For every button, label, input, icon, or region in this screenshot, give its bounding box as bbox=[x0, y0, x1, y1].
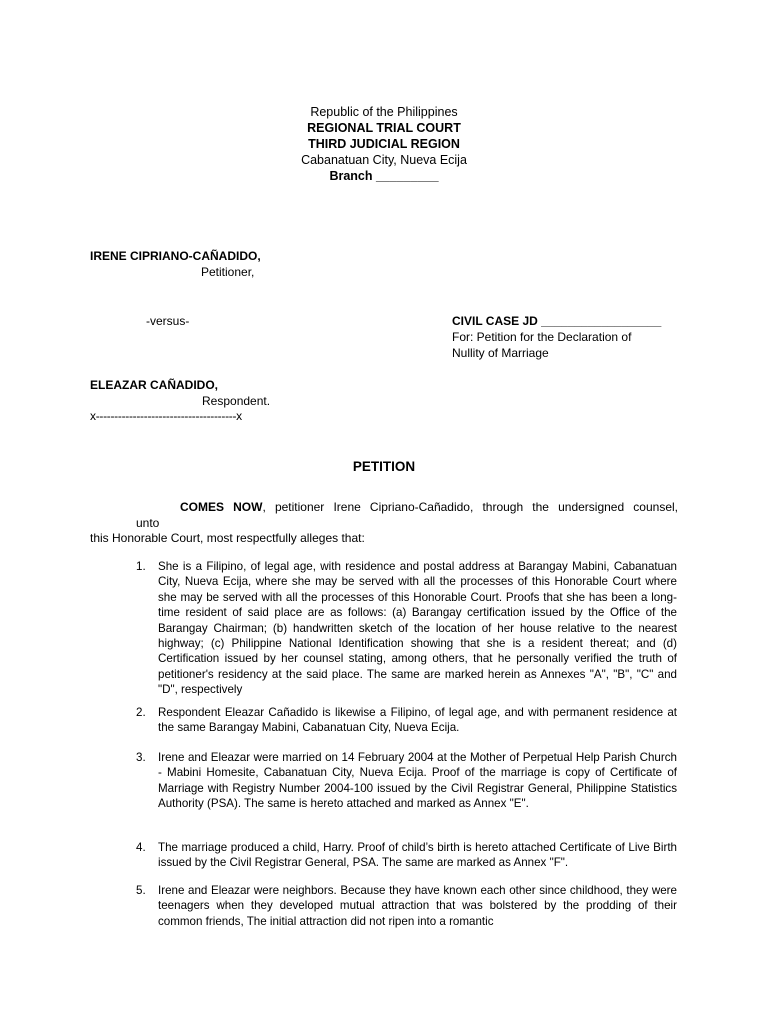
respondent-name: ELEAZAR CAÑADIDO, bbox=[90, 378, 218, 392]
caption-separator: x--------------------------------------x bbox=[90, 409, 242, 423]
intro-line1-text: , petitioner Irene Cipriano-Cañadido, through the undersigned counsel, bbox=[262, 500, 678, 514]
caption-court: REGIONAL TRIAL COURT bbox=[307, 121, 461, 135]
intro-line1 bbox=[90, 499, 678, 515]
respondent-role: Respondent. bbox=[202, 394, 271, 408]
allegation-2-text: Respondent Eleazar Cañadido is likewise a Filipino, of legal age, and with permanent residence at the same Barangay Mabini, Cabanatuan City, Nueva Ecija. bbox=[158, 706, 677, 735]
intro-bold-lead: COMES NOW bbox=[180, 500, 263, 514]
caption-region: THIRD JUDICIAL REGION bbox=[308, 137, 460, 151]
case-nature-line2: Nullity of Marriage bbox=[452, 346, 549, 360]
intro-line2: unto bbox=[136, 516, 160, 530]
allegation-number: 2. bbox=[136, 706, 146, 719]
document-title: PETITION bbox=[352, 459, 416, 474]
versus-label: -versus- bbox=[146, 314, 190, 328]
caption-republic: Republic of the Philippines bbox=[310, 105, 458, 119]
petitioner-name: IRENE CIPRIANO-CAÑADIDO, bbox=[90, 249, 261, 263]
case-nature-line1: For: Petition for the Declaration of bbox=[452, 330, 632, 344]
allegation-number: 4. bbox=[136, 841, 146, 854]
allegation-3-text: Irene and Eleazar were married on 14 February 2004 at the Mother of Perpetual Help Parish Church - Mabini Homesite, Cabanatuan City, Nueva Ecija. Proof of the marriage is copy of Certificate of Marriage with Registry Number 2004-100 issued by the Civil Registrar General, Philippine Statistics Authority (PSA). The same is hereto attached and marked as Annex "E". bbox=[158, 751, 677, 811]
allegation-number: 1. bbox=[136, 560, 146, 573]
allegation-1-text: She is a Filipino, of legal age, with residence and postal address at Barangay Mabini, Cabanatuan City, Nueva Ecija, where she may be served with all the processes of this Honorable Court where she may be served with all the processes of this Honorable Court. Proofs that she has been a long-time resident of said place are as follows: (a) Barangay certification issued by the Office of the Barangay Chairman; (b) handwritten sketch of the location of her house relative to the nearest highway; (c) Philippine National Identification showing that she is a resident thereat; and (d) Certification issued by her counsel stating, among others, that he personally verified the truth of petitioner's residency at the said place. The same are marked herein as Annexes "A", "B", "C" and "D", respectively bbox=[158, 560, 677, 697]
caption-branch: Branch _________ bbox=[329, 169, 439, 183]
allegation-4-text: The marriage produced a child, Harry. Proof of child’s birth is hereto attached Certificate of Live Birth issued by the Civil Registrar General, PSA. The same are marked as Annex "F". bbox=[158, 841, 677, 870]
allegation-number: 5. bbox=[136, 884, 146, 897]
intro-line3: this Honorable Court, most respectfully alleges that: bbox=[90, 531, 365, 545]
caption-city: Cabanatuan City, Nueva Ecija bbox=[301, 153, 467, 167]
allegation-number: 3. bbox=[136, 751, 146, 764]
civil-case-number: CIVIL CASE JD __________________ bbox=[452, 314, 662, 328]
allegation-5-text: Irene and Eleazar were neighbors. Because they have known each other since childhood, they were teenagers when they developed mutual attraction that was bolstered by the prodding of their common friends, The initial attraction did not ripen into a romantic bbox=[158, 884, 677, 928]
petitioner-role: Petitioner, bbox=[201, 265, 255, 279]
